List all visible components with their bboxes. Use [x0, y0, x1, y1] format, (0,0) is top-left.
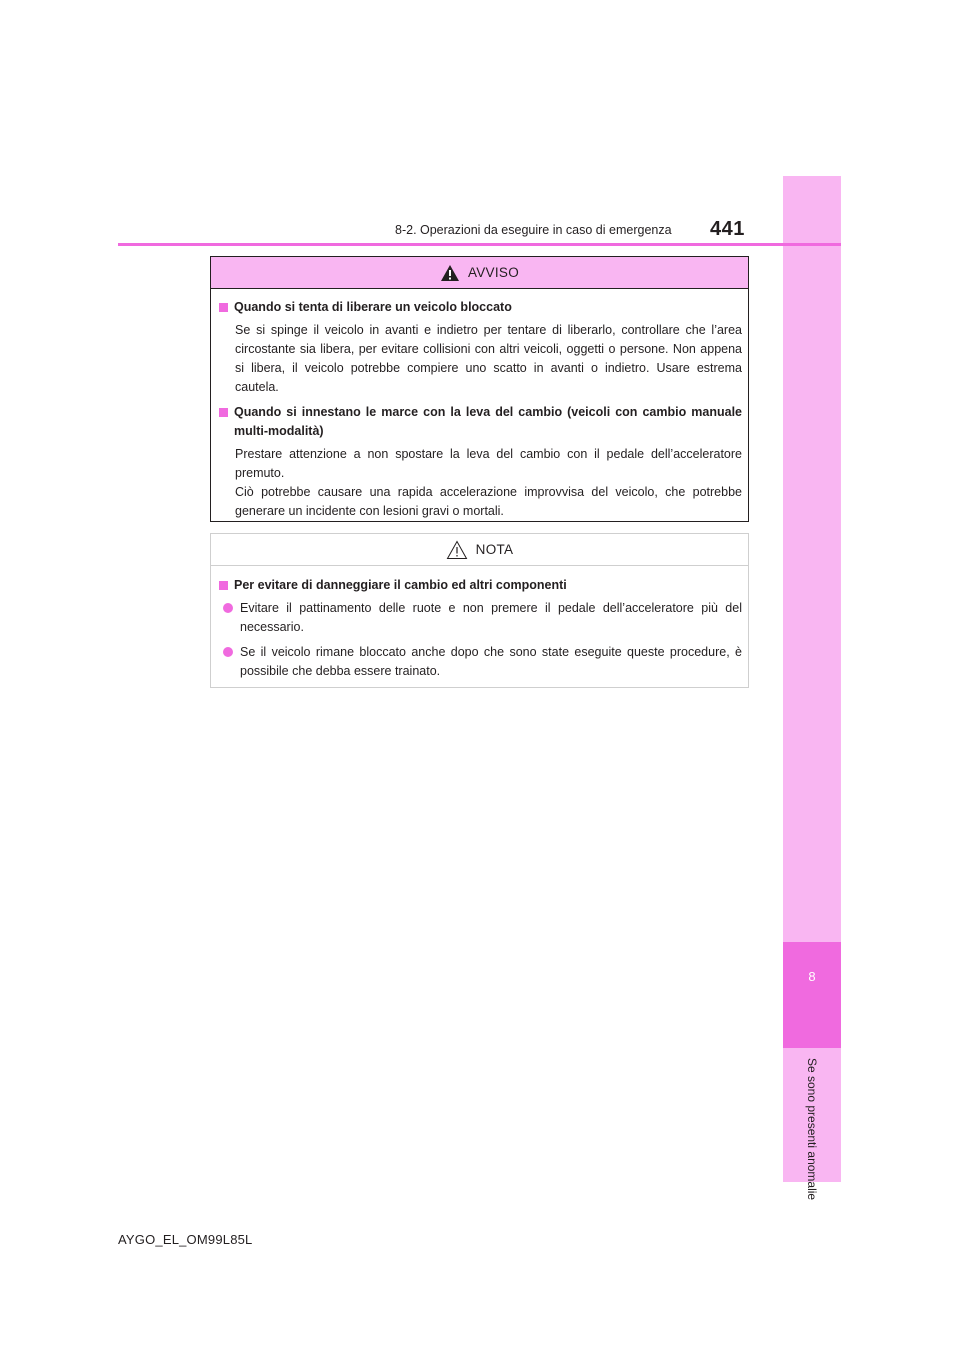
- warning-box-title: AVVISO: [467, 265, 520, 280]
- round-bullet-icon: [223, 603, 233, 613]
- page-number: 441: [710, 218, 745, 240]
- warning-item-heading: Quando si tenta di liberare un veicolo bloccato: [219, 298, 742, 317]
- note-box-title: NOTA: [475, 542, 514, 557]
- round-bullet-icon: [223, 647, 233, 657]
- warning-triangle-icon: [440, 264, 460, 282]
- note-bullet: Se il veicolo rimane bloccato anche dopo che sono state eseguite queste procedure, è possibile che debba essere trainato.: [223, 643, 742, 681]
- section-title: 8-2. Operazioni da eseguire in caso di emergenza: [395, 223, 672, 237]
- warning-item-text: Se si spinge il veicolo in avanti e indietro per tentare di liberarlo, controllare che l’area circostante sia libera, per evitare collisioni con altri veicoli, oggetti o persone. Non appena si libera, il veicolo potrebbe compiere uno scatto in avanti o indietro. Usare estrema cautela.: [235, 323, 742, 394]
- square-bullet-icon: [219, 581, 228, 590]
- warning-item-text: Prestare attenzione a non spostare la leva del cambio con il pedale dell’acceleratore premuto.: [235, 447, 742, 480]
- note-heading: Per evitare di danneggiare il cambio ed altri componenti: [219, 576, 742, 595]
- warning-item-heading: Quando si innestano le marce con la leva del cambio (veicoli con cambio manuale multi-modalità): [219, 403, 742, 441]
- square-bullet-icon: [219, 303, 228, 312]
- warning-box: [210, 256, 749, 522]
- chapter-number: 8: [808, 969, 816, 984]
- header-rule: [118, 243, 841, 246]
- document-code: AYGO_EL_OM99L85L: [118, 1232, 253, 1247]
- warning-item-text: Ciò potrebbe causare una rapida accelerazione improvvisa del veicolo, che potrebbe generare un incidente con lesioni gravi o mortali.: [235, 485, 742, 518]
- chapter-title: Se sono presenti anomalie: [805, 1058, 819, 1201]
- note-box-header: [211, 534, 748, 566]
- caution-triangle-icon: [446, 540, 468, 560]
- note-bullet: Evitare il pattinamento delle ruote e non premere il pedale dell’acceleratore più del necessario.: [223, 599, 742, 637]
- square-bullet-icon: [219, 408, 228, 417]
- chapter-number-block: [783, 942, 841, 1048]
- note-box: [210, 533, 749, 688]
- warning-box-header: [211, 257, 748, 289]
- chapter-side-tab: [783, 176, 841, 1201]
